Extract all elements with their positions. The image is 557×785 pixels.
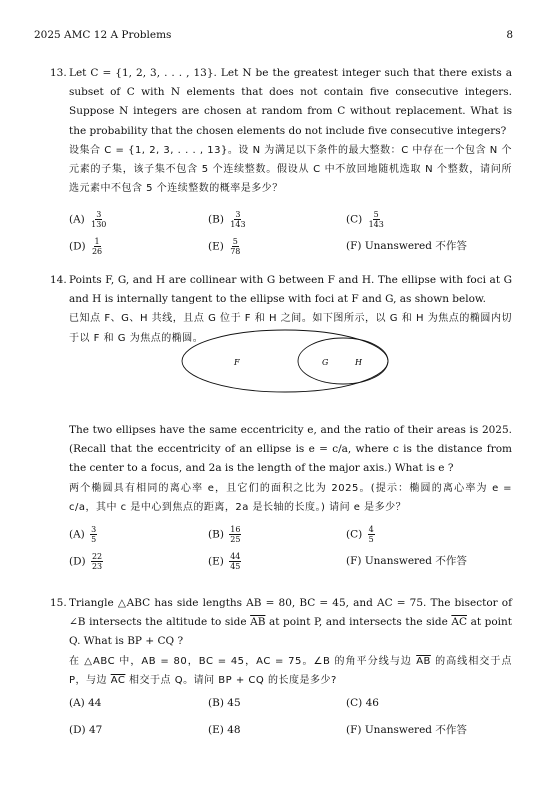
fraction: $\frac{16}{25}$ — [230, 525, 241, 545]
choice-d[interactable]: (D) 47 — [69, 724, 103, 737]
problem-13 — [50, 64, 512, 262]
choice-a[interactable]: (A) $\frac{3}{5}$ — [69, 525, 97, 545]
problem-15 — [50, 594, 512, 746]
choice-e[interactable]: (E) $\frac{5}{78}$ — [208, 237, 241, 257]
choice-a[interactable]: (A) $\frac{3}{130}$ — [69, 210, 107, 230]
choice-e[interactable]: (E) $\frac{44}{45}$ — [208, 552, 241, 572]
choice-f[interactable]: (F) Unanswered 不作答 — [346, 240, 467, 253]
choice-f[interactable]: (F) Unanswered 不作答 — [346, 555, 467, 568]
problem-text-cn: 设集合 C = {1, 2, 3, . . . , 13}。设 N 为满足以下条件的最大整数：C 中存在一个包含 N 个元素的子集，该子集不包含 5 个连续整数。假设从 C 中不放回地随机选取 N 个整数，请问所选元素中不包含 5 个连续整数的概率是多少？ — [69, 144, 512, 195]
fraction: $\frac{1}{26}$ — [91, 237, 103, 257]
fraction: $\frac{3}{130}$ — [91, 210, 107, 230]
inner-ellipse — [298, 338, 388, 384]
page-header — [34, 29, 513, 41]
header-title: 2025 AMC 12 A Problems — [34, 29, 172, 41]
choice-b[interactable]: (B) $\frac{16}{25}$ — [208, 525, 241, 545]
problem-14-cont — [50, 421, 512, 577]
choice-a[interactable]: (A) 44 — [69, 697, 102, 710]
problem-text-cn: 已知点 F、G、H 共线，且点 G 位于 F 和 H 之间。如下图所示，以 G 和 H 为焦点的椭圆内切于以 F 和 G 为焦点的椭圆。 — [69, 313, 512, 344]
choice-b[interactable]: (B) 45 — [208, 697, 241, 710]
choice-f[interactable]: (F) Unanswered 不作答 — [346, 724, 467, 737]
choice-d[interactable]: (D) $\frac{22}{23}$ — [69, 552, 103, 572]
answer-choices — [69, 525, 512, 577]
fraction: $\frac{5}{78}$ — [230, 237, 241, 257]
problem-text-en: Points F, G, and H are collinear with G between F and H. The ellipse with foci at G and H is internally tangent to the ellipse with foci at F and G, as shown below. — [69, 274, 512, 306]
label-g: G — [322, 358, 329, 367]
page-number: 8 — [506, 29, 513, 41]
ellipses-diagram — [180, 327, 390, 395]
choice-c[interactable]: (C) $\frac{5}{143}$ — [346, 210, 384, 230]
choice-b[interactable]: (B) $\frac{3}{143}$ — [208, 210, 246, 230]
problem-text-en: Let C = {1, 2, 3, . . . , 13}. Let N be the greatest integer such that there exists a subset of C with N elements that does not contain five consecutive integers. Suppose N integers are chosen at random from C without replacement. What is the probability that the chosen elements do not include five consecutive integers? — [69, 67, 512, 137]
fraction: $\frac{44}{45}$ — [230, 552, 241, 572]
choice-c[interactable]: (C) $\frac{4}{5}$ — [346, 525, 374, 545]
problem-text-cn: 在 △ABC 中，AB = 80，BC = 45，AC = 75。∠B 的角平分线与边 $\overline{AB}$ 的高线相交于点 P，与边 $\overline{AC}$ 相交于点 Q。请问 BP + CQ 的长度是多少? — [69, 655, 512, 686]
problem-number: 15. — [50, 597, 67, 609]
answer-choices — [69, 694, 512, 746]
fraction: $\frac{3}{5}$ — [91, 525, 97, 545]
choice-c[interactable]: (C) 46 — [346, 697, 379, 710]
label-f: F — [234, 358, 240, 367]
fraction: $\frac{5}{143}$ — [368, 210, 384, 230]
problem-text-en: Triangle △ABC has side lengths AB = 80, BC = 45, and AC = 75. The bisector of ∠B intersects the altitude to side $\overline{AB}$ at point P, and intersects the side $\overline{AC}$ at point Q. What is BP + CQ ? — [69, 597, 512, 648]
problem-number: 14. — [50, 274, 67, 286]
choice-e[interactable]: (E) 48 — [208, 724, 241, 737]
fraction: $\frac{3}{143}$ — [230, 210, 246, 230]
choice-d[interactable]: (D) $\frac{1}{26}$ — [69, 237, 103, 257]
problem-text-en-2: The two ellipses have the same eccentricity e, and the ratio of their areas is 2025. (Recall that the eccentricity of an ellipse is e = c/a, where c is the distance from the center to a focus, and 2a is the length of the major axis.) What is e ? — [69, 424, 512, 475]
label-h: H — [355, 358, 362, 367]
fraction: $\frac{4}{5}$ — [368, 525, 374, 545]
answer-choices — [69, 210, 512, 262]
problem-text-cn-2: 两个椭圆具有相同的离心率 e，且它们的面积之比为 2025。(提示：椭圆的离心率为 e = c/a，其中 c 是中心到焦点的距离，2a 是长轴的长度。) 请问 e 是多少？ — [69, 482, 512, 513]
problem-number: 13. — [50, 67, 67, 79]
fraction: $\frac{22}{23}$ — [91, 552, 103, 572]
